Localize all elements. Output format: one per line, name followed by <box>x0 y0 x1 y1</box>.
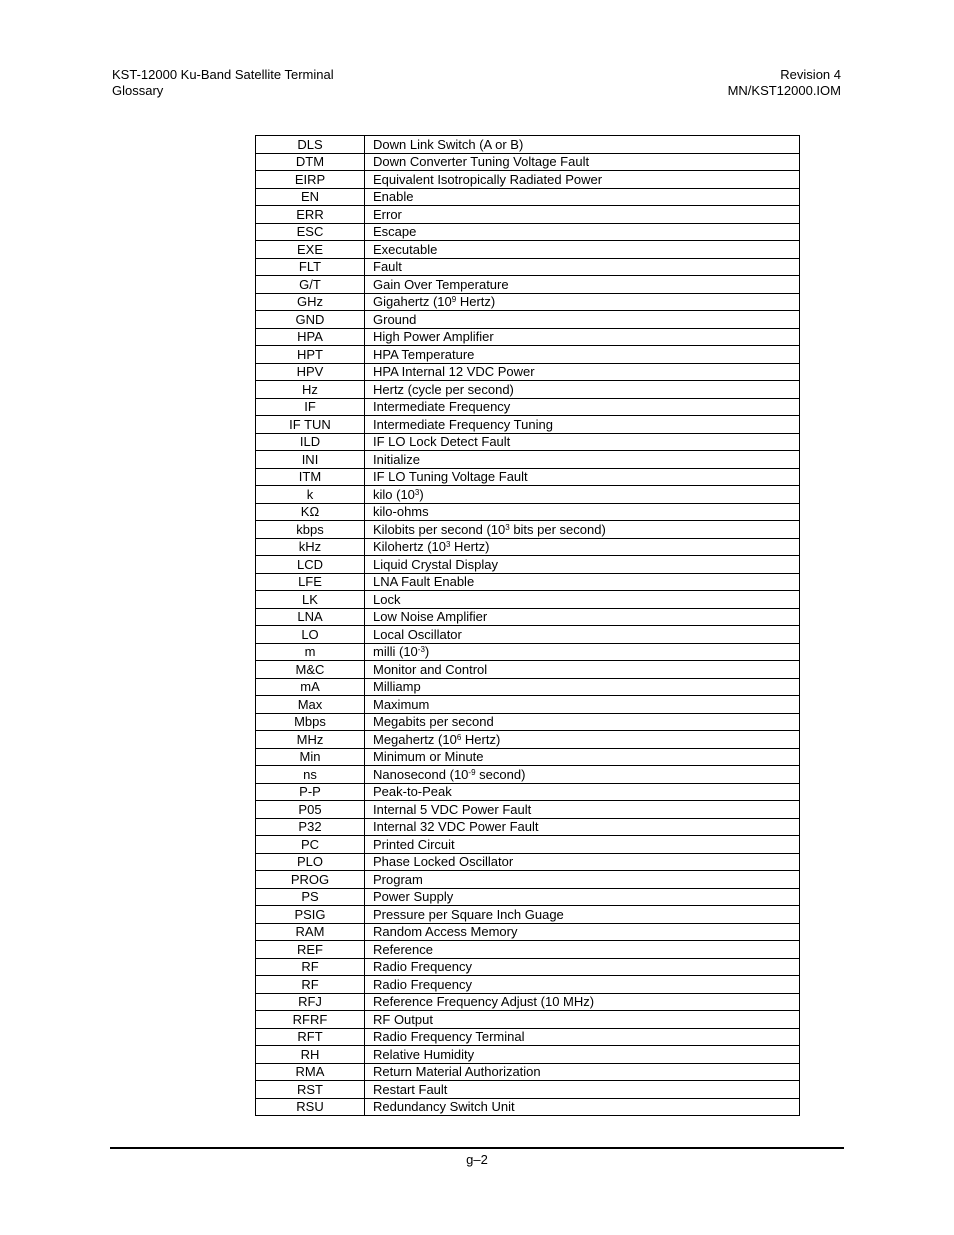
glossary-abbreviation: HPA <box>256 328 365 346</box>
glossary-definition <box>365 206 800 224</box>
definition-text: Pressure per Square Inch Guage <box>373 906 564 922</box>
glossary-row <box>256 783 800 801</box>
glossary-abbreviation: ERR <box>256 206 365 224</box>
document-number: MN/KST12000.IOM <box>727 83 841 98</box>
definition-text: Internal 32 VDC Power Fault <box>373 819 539 835</box>
definition-text: kilo (10 <box>373 486 415 502</box>
glossary-definition <box>365 416 800 434</box>
glossary-abbreviation: Max <box>256 696 365 714</box>
glossary-definition <box>365 801 800 819</box>
glossary-abbreviation: RAM <box>256 923 365 941</box>
glossary-definition <box>365 451 800 469</box>
glossary-definition <box>365 1063 800 1081</box>
page-header-left <box>112 67 334 99</box>
glossary-abbreviation: RSU <box>256 1098 365 1116</box>
definition-text: HPA Temperature <box>373 346 475 362</box>
glossary-row <box>256 766 800 784</box>
page-header-right <box>728 67 841 99</box>
glossary-row <box>256 1011 800 1029</box>
glossary-row <box>256 836 800 854</box>
definition-exponent: -3 <box>417 645 425 655</box>
glossary-definition <box>365 1081 800 1099</box>
definition-text: RF Output <box>373 1011 433 1027</box>
glossary-row <box>256 1028 800 1046</box>
definition-exponent: 3 <box>414 487 420 497</box>
definition-text: Minimum or Minute <box>373 749 484 765</box>
glossary-definition <box>365 346 800 364</box>
definition-text: Fault <box>373 259 402 275</box>
glossary-definition <box>365 748 800 766</box>
definition-text: Hertz (cycle per second) <box>373 381 514 397</box>
glossary-row <box>256 206 800 224</box>
definition-text: Maximum <box>373 696 430 712</box>
glossary-row <box>256 188 800 206</box>
definition-text: Redundancy Switch Unit <box>373 1099 515 1115</box>
page-number: g–2 <box>466 1152 488 1167</box>
glossary-row <box>256 941 800 959</box>
glossary-abbreviation: FLT <box>256 258 365 276</box>
definition-text: Restart Fault <box>373 1081 448 1097</box>
definition-text: Gain Over Temperature <box>373 276 509 292</box>
glossary-abbreviation: PROG <box>256 871 365 889</box>
definition-text: Program <box>373 871 423 887</box>
definition-text-tail: ) <box>424 644 430 660</box>
definition-text: kilo-ohms <box>373 504 429 520</box>
definition-text: HPA Internal 12 VDC Power <box>373 364 535 380</box>
glossary-definition <box>365 241 800 259</box>
glossary-definition <box>365 468 800 486</box>
glossary-abbreviation: DTM <box>256 153 365 171</box>
definition-text: Down Converter Tuning Voltage Fault <box>373 154 590 170</box>
glossary-abbreviation: REF <box>256 941 365 959</box>
glossary-definition <box>365 381 800 399</box>
definition-text: Internal 5 VDC Power Fault <box>373 801 532 817</box>
glossary-definition <box>365 573 800 591</box>
glossary-definition <box>365 188 800 206</box>
glossary-definition <box>365 871 800 889</box>
glossary-definition <box>365 766 800 784</box>
glossary-definition <box>365 1011 800 1029</box>
glossary-abbreviation: HPT <box>256 346 365 364</box>
glossary-definition <box>365 398 800 416</box>
glossary-definition <box>365 783 800 801</box>
definition-text: Down Link Switch (A or B) <box>373 136 524 152</box>
definition-text: Initialize <box>373 451 420 467</box>
glossary-row <box>256 871 800 889</box>
glossary-abbreviation: Min <box>256 748 365 766</box>
glossary-abbreviation: LFE <box>256 573 365 591</box>
glossary-abbreviation: RF <box>256 976 365 994</box>
definition-text: Peak-to-Peak <box>373 784 452 800</box>
glossary-abbreviation: EIRP <box>256 171 365 189</box>
definition-text: Kilobits per second (10 <box>373 521 506 537</box>
glossary-definition <box>365 258 800 276</box>
glossary-row <box>256 1081 800 1099</box>
glossary-abbreviation: PC <box>256 836 365 854</box>
glossary-definition <box>365 853 800 871</box>
glossary-definition <box>365 521 800 539</box>
glossary-definition <box>365 136 800 154</box>
glossary-definition <box>365 888 800 906</box>
glossary-abbreviation: M&C <box>256 661 365 679</box>
definition-text: Radio Frequency <box>373 959 472 975</box>
definition-exponent: 9 <box>451 295 457 305</box>
glossary-row <box>256 853 800 871</box>
definition-text: Low Noise Amplifier <box>373 609 488 625</box>
glossary-definition <box>365 433 800 451</box>
glossary-row <box>256 538 800 556</box>
glossary-row <box>256 363 800 381</box>
glossary-definition <box>365 818 800 836</box>
definition-text: Megahertz (10 <box>373 731 457 747</box>
glossary-abbreviation: kbps <box>256 521 365 539</box>
glossary-row <box>256 398 800 416</box>
section-title: Glossary <box>112 83 164 98</box>
glossary-abbreviation: P05 <box>256 801 365 819</box>
glossary-abbreviation: LK <box>256 591 365 609</box>
glossary-row <box>256 258 800 276</box>
glossary-abbreviation: PSIG <box>256 906 365 924</box>
definition-text: Escape <box>373 224 417 240</box>
glossary-definition <box>365 678 800 696</box>
glossary-table-body <box>256 136 800 1116</box>
glossary-row <box>256 311 800 329</box>
glossary-row <box>256 293 800 311</box>
definition-text-tail: Hertz) <box>450 539 490 555</box>
glossary-table <box>255 135 800 1116</box>
glossary-row <box>256 748 800 766</box>
revision-label: Revision 4 <box>780 67 841 82</box>
definition-text: milli (10 <box>373 644 418 660</box>
glossary-definition <box>365 538 800 556</box>
definition-exponent: -9 <box>468 767 476 777</box>
glossary-row <box>256 136 800 154</box>
glossary-row <box>256 223 800 241</box>
glossary-row <box>256 678 800 696</box>
glossary-abbreviation: P32 <box>256 818 365 836</box>
glossary-abbreviation: EXE <box>256 241 365 259</box>
glossary-definition <box>365 626 800 644</box>
definition-text: Printed Circuit <box>373 836 455 852</box>
definition-text: Milliamp <box>373 679 421 695</box>
glossary-abbreviation: P-P <box>256 783 365 801</box>
glossary-row <box>256 626 800 644</box>
definition-text: Relative Humidity <box>373 1046 475 1062</box>
glossary-definition <box>365 836 800 854</box>
glossary-row <box>256 643 800 661</box>
glossary-abbreviation: RST <box>256 1081 365 1099</box>
document-title: KST-12000 Ku-Band Satellite Terminal <box>112 67 334 82</box>
glossary-row <box>256 818 800 836</box>
glossary-row <box>256 976 800 994</box>
glossary-row <box>256 153 800 171</box>
glossary-row <box>256 1046 800 1064</box>
glossary-row <box>256 906 800 924</box>
definition-text: Gigahertz (10 <box>373 294 452 310</box>
glossary-abbreviation: PLO <box>256 853 365 871</box>
glossary-definition <box>365 328 800 346</box>
glossary-definition <box>365 171 800 189</box>
glossary-row <box>256 573 800 591</box>
definition-text: Megabits per second <box>373 714 494 730</box>
glossary-row <box>256 801 800 819</box>
glossary-definition <box>365 556 800 574</box>
glossary-abbreviation: KΩ <box>256 503 365 521</box>
glossary-row <box>256 241 800 259</box>
glossary-abbreviation: Mbps <box>256 713 365 731</box>
glossary-row <box>256 276 800 294</box>
glossary-definition <box>365 363 800 381</box>
glossary-definition <box>365 976 800 994</box>
definition-text: Intermediate Frequency <box>373 399 511 415</box>
definition-text: Error <box>373 206 402 222</box>
glossary-definition <box>365 661 800 679</box>
glossary-definition <box>365 276 800 294</box>
glossary-row <box>256 713 800 731</box>
definition-text: IF LO Lock Detect Fault <box>373 434 511 450</box>
definition-text: Local Oscillator <box>373 626 462 642</box>
glossary-abbreviation: RFRF <box>256 1011 365 1029</box>
glossary-abbreviation: GHz <box>256 293 365 311</box>
definition-text: Reference Frequency Adjust (10 MHz) <box>373 994 595 1010</box>
glossary-abbreviation: ITM <box>256 468 365 486</box>
glossary-abbreviation: LO <box>256 626 365 644</box>
glossary-abbreviation: RFT <box>256 1028 365 1046</box>
glossary-abbreviation: GND <box>256 311 365 329</box>
glossary-abbreviation: kHz <box>256 538 365 556</box>
glossary-row <box>256 346 800 364</box>
definition-text: Radio Frequency Terminal <box>373 1029 525 1045</box>
definition-text: Nanosecond (10 <box>373 766 469 782</box>
glossary-abbreviation: IF TUN <box>256 416 365 434</box>
glossary-abbreviation: ESC <box>256 223 365 241</box>
glossary-row <box>256 503 800 521</box>
definition-text: LNA Fault Enable <box>373 574 475 590</box>
glossary-definition <box>365 713 800 731</box>
glossary-definition <box>365 1098 800 1116</box>
glossary-definition <box>365 731 800 749</box>
glossary-abbreviation: IF <box>256 398 365 416</box>
definition-text: Executable <box>373 241 438 257</box>
definition-text: IF LO Tuning Voltage Fault <box>373 469 528 485</box>
glossary-row <box>256 696 800 714</box>
definition-text: Reference <box>373 941 433 957</box>
glossary-row <box>256 958 800 976</box>
definition-exponent: 6 <box>456 732 462 742</box>
glossary-row <box>256 556 800 574</box>
definition-text-tail: second) <box>475 766 526 782</box>
glossary-definition <box>365 1028 800 1046</box>
definition-text: High Power Amplifier <box>373 329 494 345</box>
definition-text: Enable <box>373 189 414 205</box>
definition-text-tail: Hertz) <box>456 294 496 310</box>
glossary-row <box>256 328 800 346</box>
glossary-row <box>256 608 800 626</box>
glossary-abbreviation: LCD <box>256 556 365 574</box>
glossary-abbreviation: LNA <box>256 608 365 626</box>
glossary-row <box>256 521 800 539</box>
glossary-definition <box>365 643 800 661</box>
glossary-abbreviation: ILD <box>256 433 365 451</box>
glossary-abbreviation: INI <box>256 451 365 469</box>
definition-text-tail: bits per second) <box>509 521 606 537</box>
definition-text-tail: ) <box>419 486 424 502</box>
glossary-row <box>256 1098 800 1116</box>
glossary-definition <box>365 923 800 941</box>
glossary-abbreviation: HPV <box>256 363 365 381</box>
definition-exponent: 3 <box>445 540 451 550</box>
glossary-abbreviation: mA <box>256 678 365 696</box>
definition-text-tail: Hertz) <box>461 731 501 747</box>
glossary-row <box>256 486 800 504</box>
glossary-row <box>256 993 800 1011</box>
glossary-abbreviation: k <box>256 486 365 504</box>
definition-text: Liquid Crystal Display <box>373 556 498 572</box>
glossary-definition <box>365 153 800 171</box>
definition-text: Random Access Memory <box>373 924 518 940</box>
definition-exponent: 3 <box>505 522 510 532</box>
glossary-row <box>256 731 800 749</box>
glossary-abbreviation: RFJ <box>256 993 365 1011</box>
glossary-row <box>256 661 800 679</box>
glossary-abbreviation: MHz <box>256 731 365 749</box>
glossary-definition <box>365 906 800 924</box>
glossary-definition <box>365 941 800 959</box>
definition-text: Ground <box>373 311 417 327</box>
glossary-definition <box>365 958 800 976</box>
glossary-definition <box>365 1046 800 1064</box>
glossary-row <box>256 381 800 399</box>
glossary-abbreviation: RMA <box>256 1063 365 1081</box>
glossary-definition <box>365 311 800 329</box>
definition-text: Kilohertz (10 <box>373 539 446 555</box>
definition-text: Radio Frequency <box>373 976 472 992</box>
glossary-abbreviation: m <box>256 643 365 661</box>
glossary-row <box>256 1063 800 1081</box>
definition-text: Intermediate Frequency Tuning <box>373 416 553 432</box>
glossary-abbreviation: Hz <box>256 381 365 399</box>
glossary-definition <box>365 486 800 504</box>
footer-rule <box>110 1147 844 1149</box>
glossary-row <box>256 591 800 609</box>
glossary-definition <box>365 591 800 609</box>
glossary-abbreviation: RH <box>256 1046 365 1064</box>
glossary-abbreviation: PS <box>256 888 365 906</box>
glossary-abbreviation: G/T <box>256 276 365 294</box>
glossary-definition <box>365 223 800 241</box>
glossary-row <box>256 888 800 906</box>
glossary-definition <box>365 696 800 714</box>
glossary-row <box>256 416 800 434</box>
definition-text: Phase Locked Oscillator <box>373 854 514 870</box>
glossary-definition <box>365 993 800 1011</box>
glossary-row <box>256 433 800 451</box>
definition-text: Power Supply <box>373 889 454 905</box>
glossary-row <box>256 923 800 941</box>
glossary-row <box>256 451 800 469</box>
glossary-definition <box>365 608 800 626</box>
definition-text: Lock <box>373 591 401 607</box>
glossary-abbreviation: ns <box>256 766 365 784</box>
glossary-definition <box>365 293 800 311</box>
glossary-abbreviation: EN <box>256 188 365 206</box>
glossary-row <box>256 468 800 486</box>
definition-text: Equivalent Isotropically Radiated Power <box>373 171 603 187</box>
glossary-abbreviation: DLS <box>256 136 365 154</box>
definition-text: Monitor and Control <box>373 661 488 677</box>
definition-text: Return Material Authorization <box>373 1064 541 1080</box>
glossary-abbreviation: RF <box>256 958 365 976</box>
glossary-row <box>256 171 800 189</box>
glossary-definition <box>365 503 800 521</box>
